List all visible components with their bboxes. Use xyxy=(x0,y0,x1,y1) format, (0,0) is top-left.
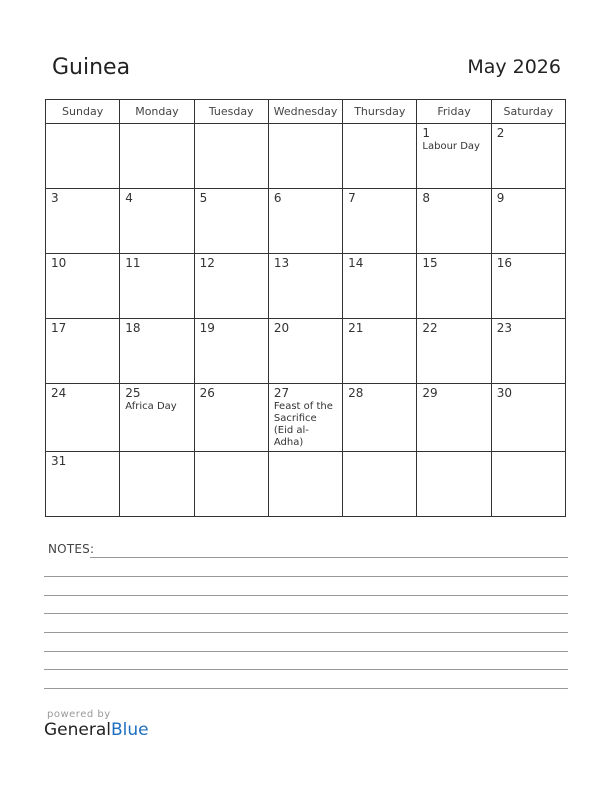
day-cell xyxy=(194,254,268,319)
day-number: 1 xyxy=(422,126,431,140)
weekday-monday: Monday xyxy=(120,100,194,124)
note-line xyxy=(44,576,568,577)
week-row xyxy=(46,384,566,452)
note-line xyxy=(90,557,568,558)
day-cell xyxy=(491,124,565,189)
note-line xyxy=(44,632,568,633)
day-number: 3 xyxy=(51,191,59,205)
day-cell xyxy=(194,319,268,384)
day-number: 12 xyxy=(199,256,215,270)
day-cell xyxy=(491,452,565,517)
day-cell xyxy=(120,384,194,452)
day-number: 14 xyxy=(348,256,364,270)
day-number: 20 xyxy=(273,321,290,335)
day-number: 26 xyxy=(199,386,215,400)
day-number: 27 xyxy=(273,386,290,400)
weekday-sunday: Sunday xyxy=(46,100,120,124)
weekday-friday: Friday xyxy=(417,100,491,124)
week-row xyxy=(46,254,566,319)
week-row xyxy=(46,452,566,517)
day-cell xyxy=(46,254,120,319)
day-cell xyxy=(343,452,417,517)
day-number: 9 xyxy=(496,191,505,205)
week-row xyxy=(46,189,566,254)
day-cell xyxy=(491,384,565,452)
day-cell xyxy=(268,254,342,319)
day-cell xyxy=(343,124,417,189)
day-cell xyxy=(268,189,342,254)
day-number: 5 xyxy=(199,191,208,205)
day-number: 22 xyxy=(422,321,438,335)
day-cell xyxy=(120,124,194,189)
day-number: 7 xyxy=(348,191,356,205)
day-cell xyxy=(417,384,491,452)
note-line xyxy=(44,651,568,652)
day-cell xyxy=(194,384,268,452)
powered-by-text: powered by xyxy=(47,709,111,720)
note-line xyxy=(44,688,568,689)
day-number: 28 xyxy=(348,386,364,400)
day-cell xyxy=(491,254,565,319)
day-cell xyxy=(46,384,120,452)
day-cell xyxy=(417,124,491,189)
month-title: May 2026 xyxy=(467,56,561,78)
day-cell xyxy=(120,189,194,254)
note-line xyxy=(44,669,568,670)
day-cell xyxy=(120,452,194,517)
brand-name-blue: Blue xyxy=(111,720,149,740)
note-line xyxy=(44,595,568,596)
day-cell xyxy=(491,189,565,254)
day-number: 2 xyxy=(496,126,505,140)
brand-name xyxy=(44,720,149,740)
day-cell xyxy=(194,189,268,254)
day-number: 23 xyxy=(496,321,512,335)
day-number: 4 xyxy=(125,191,133,205)
day-number: 18 xyxy=(125,321,141,335)
day-cell xyxy=(417,189,491,254)
day-cell xyxy=(268,384,342,452)
day-cell xyxy=(417,452,491,517)
day-cell xyxy=(120,254,194,319)
day-cell xyxy=(491,319,565,384)
day-cell xyxy=(268,319,342,384)
day-number: 30 xyxy=(496,386,512,400)
day-number: 21 xyxy=(348,321,364,335)
brand-logo xyxy=(44,709,149,740)
brand-name-general: General xyxy=(44,720,111,740)
weekday-tuesday: Tuesday xyxy=(194,100,268,124)
holiday-label: Feast of the Sacrifice (Eid al-Adha) xyxy=(273,401,333,448)
day-number: 29 xyxy=(422,386,438,400)
day-cell xyxy=(268,124,342,189)
week-row xyxy=(46,319,566,384)
day-number: 11 xyxy=(125,256,141,270)
day-number: 24 xyxy=(51,386,67,400)
day-cell xyxy=(46,319,120,384)
day-number: 16 xyxy=(496,256,512,270)
day-cell xyxy=(46,189,120,254)
day-number: 6 xyxy=(273,191,282,205)
day-cell xyxy=(343,319,417,384)
day-cell xyxy=(417,319,491,384)
weekday-wednesday: Wednesday xyxy=(268,100,342,124)
day-number: 10 xyxy=(51,256,67,270)
day-cell xyxy=(194,124,268,189)
day-number: 31 xyxy=(51,454,67,468)
day-cell xyxy=(343,254,417,319)
day-number: 19 xyxy=(199,321,215,335)
week-row xyxy=(46,124,566,189)
day-number: 13 xyxy=(273,256,290,270)
day-cell xyxy=(194,452,268,517)
day-number: 15 xyxy=(422,256,438,270)
note-line xyxy=(44,613,568,614)
weekday-header-row xyxy=(46,100,566,124)
day-number: 17 xyxy=(51,321,67,335)
holiday-label: Africa Day xyxy=(125,401,177,412)
weekday-thursday: Thursday xyxy=(343,100,417,124)
day-cell xyxy=(120,319,194,384)
day-cell xyxy=(343,189,417,254)
holiday-label: Labour Day xyxy=(422,141,480,152)
day-cell xyxy=(343,384,417,452)
day-number: 25 xyxy=(125,386,141,400)
notes-label: NOTES: xyxy=(48,542,95,556)
country-title: Guinea xyxy=(52,55,131,80)
day-number: 8 xyxy=(422,191,431,205)
weekday-saturday: Saturday xyxy=(491,100,565,124)
day-cell xyxy=(46,124,120,189)
day-cell xyxy=(46,452,120,517)
day-cell xyxy=(268,452,342,517)
calendar-grid xyxy=(45,99,566,517)
day-cell xyxy=(417,254,491,319)
